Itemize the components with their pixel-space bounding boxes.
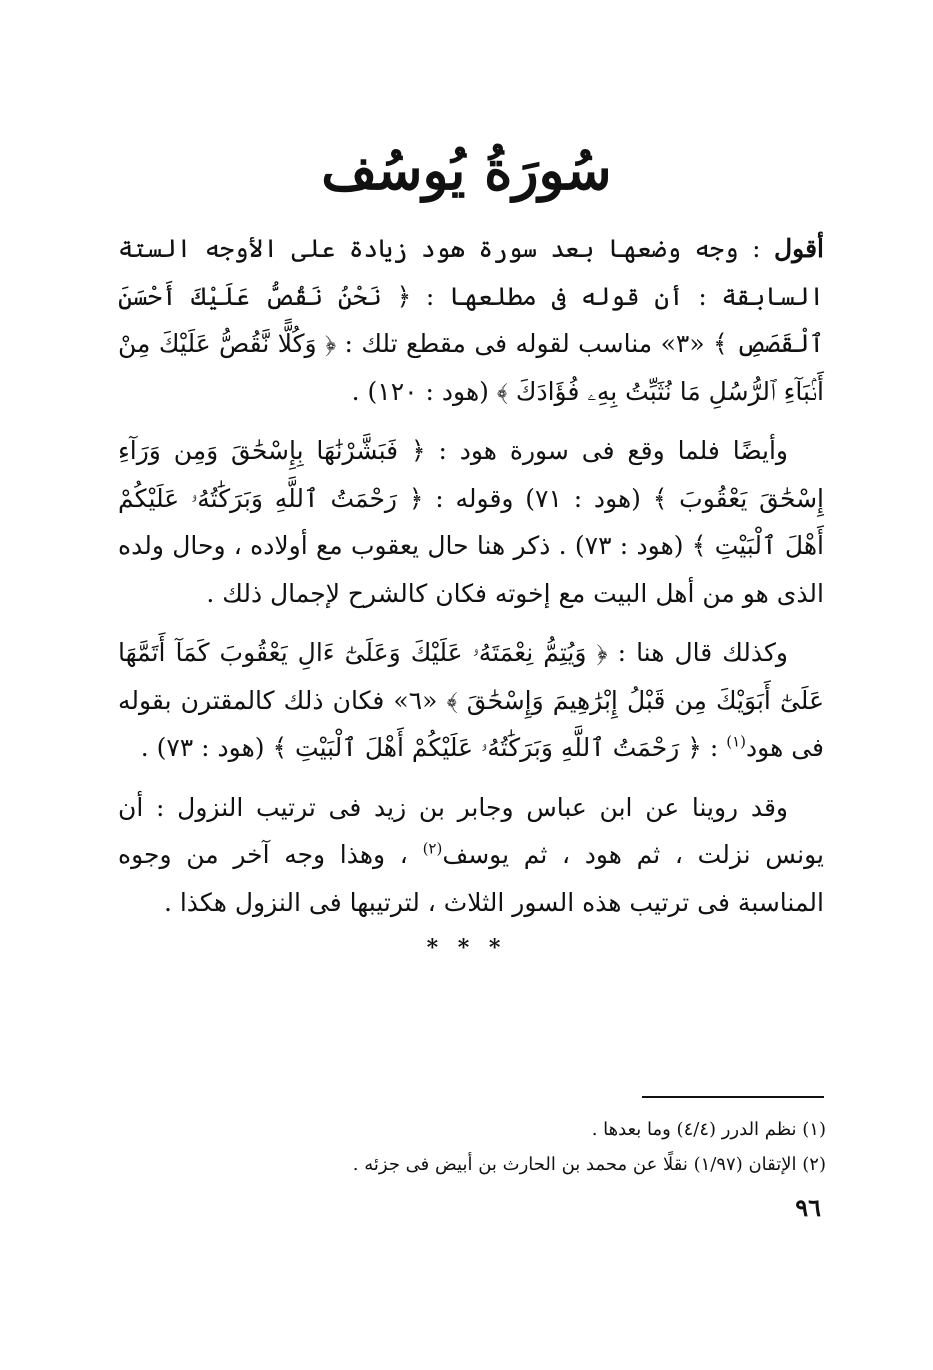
footnote-divider — [642, 1096, 824, 1098]
paragraph-2 — [118, 427, 824, 617]
footnote-2: (٢) الإتقان (١/٩٧) نقلًا عن محمد بن الحارث بن أبيض فى جزئه . — [352, 1154, 826, 1175]
footnote-ref-2: (٢) — [422, 839, 443, 858]
surah-title: سُورَةُ يُوسُف — [321, 138, 612, 202]
page-number: ٩٦ — [795, 1193, 821, 1222]
section-separator: * * * — [426, 935, 507, 961]
footnotes — [200, 1112, 826, 1182]
commentary-body — [118, 225, 824, 938]
paragraph-4-text-after: ، وهذا وجه آخر من وجوه المناسبة فى ترتيب هذه السور الثلاث ، لترتيبها فى النزول هكذا . — [118, 840, 824, 917]
paragraph-3-text-after: : ﴿ رَحْمَتُ ٱللَّهِ وَبَرَكَٰتُهُۥ عَلَيْكُمْ أَهْلَ ٱلْبَيْتِ ﴾ (هود : ٧٣) . — [140, 733, 727, 762]
paragraph-4-text-before: وقد روينا عن ابن عباس وجابر بن زيد فى ترتيب النزول : أن يونس نزلت ، ثم هود ، ثم يوسف — [118, 792, 824, 869]
paragraph-3-text-before: وكذلك قال هنا : ﴿ وَيُتِمُّ نِعْمَتَهُۥ عَلَيْكَ وَعَلَىٰٓ ءَالِ يَعْقُوبَ كَمَآ أَتَمَّهَا عَلَىٰٓ أَبَوَيْكَ مِن قَبْلُ إِبْرَٰهِيمَ وَإِسْحَٰقَ ﴾ «٦» فكان ذلك كالمقترن بقوله فى هود — [118, 638, 824, 762]
paragraph-3 — [118, 629, 824, 772]
paragraph-lead-word: أقول — [774, 234, 824, 263]
paragraph-1-text: : وجه وضعها بعد سورة هود زيادة على الأوجه الستة السابقة : أن قوله فى مطلعها : ﴿ نَحْنُ نَقُصُّ عَلَيْكَ أَحْسَنَ ٱلْقَصَصِ ﴾ «٣» مناسب لقوله فى مقطع تلك : ﴿ وَكُلًّا نَّقُصُّ عَلَيْكَ مِنْ أَنۢبَآءِ ٱلرُّسُلِ مَا نُثَبِّتُ بِهِۦ فُؤَادَكَ ﴾ (هود : ١٢٠) . — [118, 234, 825, 406]
paragraph-2-text: وأيضًا فلما وقع فى سورة هود : ﴿ فَبَشَّرْنَٰهَا بِإِسْحَٰقَ وَمِن وَرَآءِ إِسْحَٰقَ يَعْقُوبَ ﴾ (هود : ٧١) وقوله : ﴿ رَحْمَتُ ٱللَّهِ وَبَرَكَٰتُهُۥ عَلَيْكُمْ أَهْلَ ٱلْبَيْتِ ﴾ (هود : ٧٣) . ذكر هنا حال يعقوب مع أولاده ، وحال ولده الذى هو من أهل البيت مع إخوته فكان كالشرح لإجمال ذلك . — [118, 436, 824, 608]
paragraph-4 — [118, 784, 824, 927]
footnote-1: (١) نظم الدرر (٤/٤) وما بعدها . — [591, 1119, 826, 1140]
paragraph-1 — [118, 225, 824, 415]
footnote-ref-1: (١) — [726, 732, 747, 751]
